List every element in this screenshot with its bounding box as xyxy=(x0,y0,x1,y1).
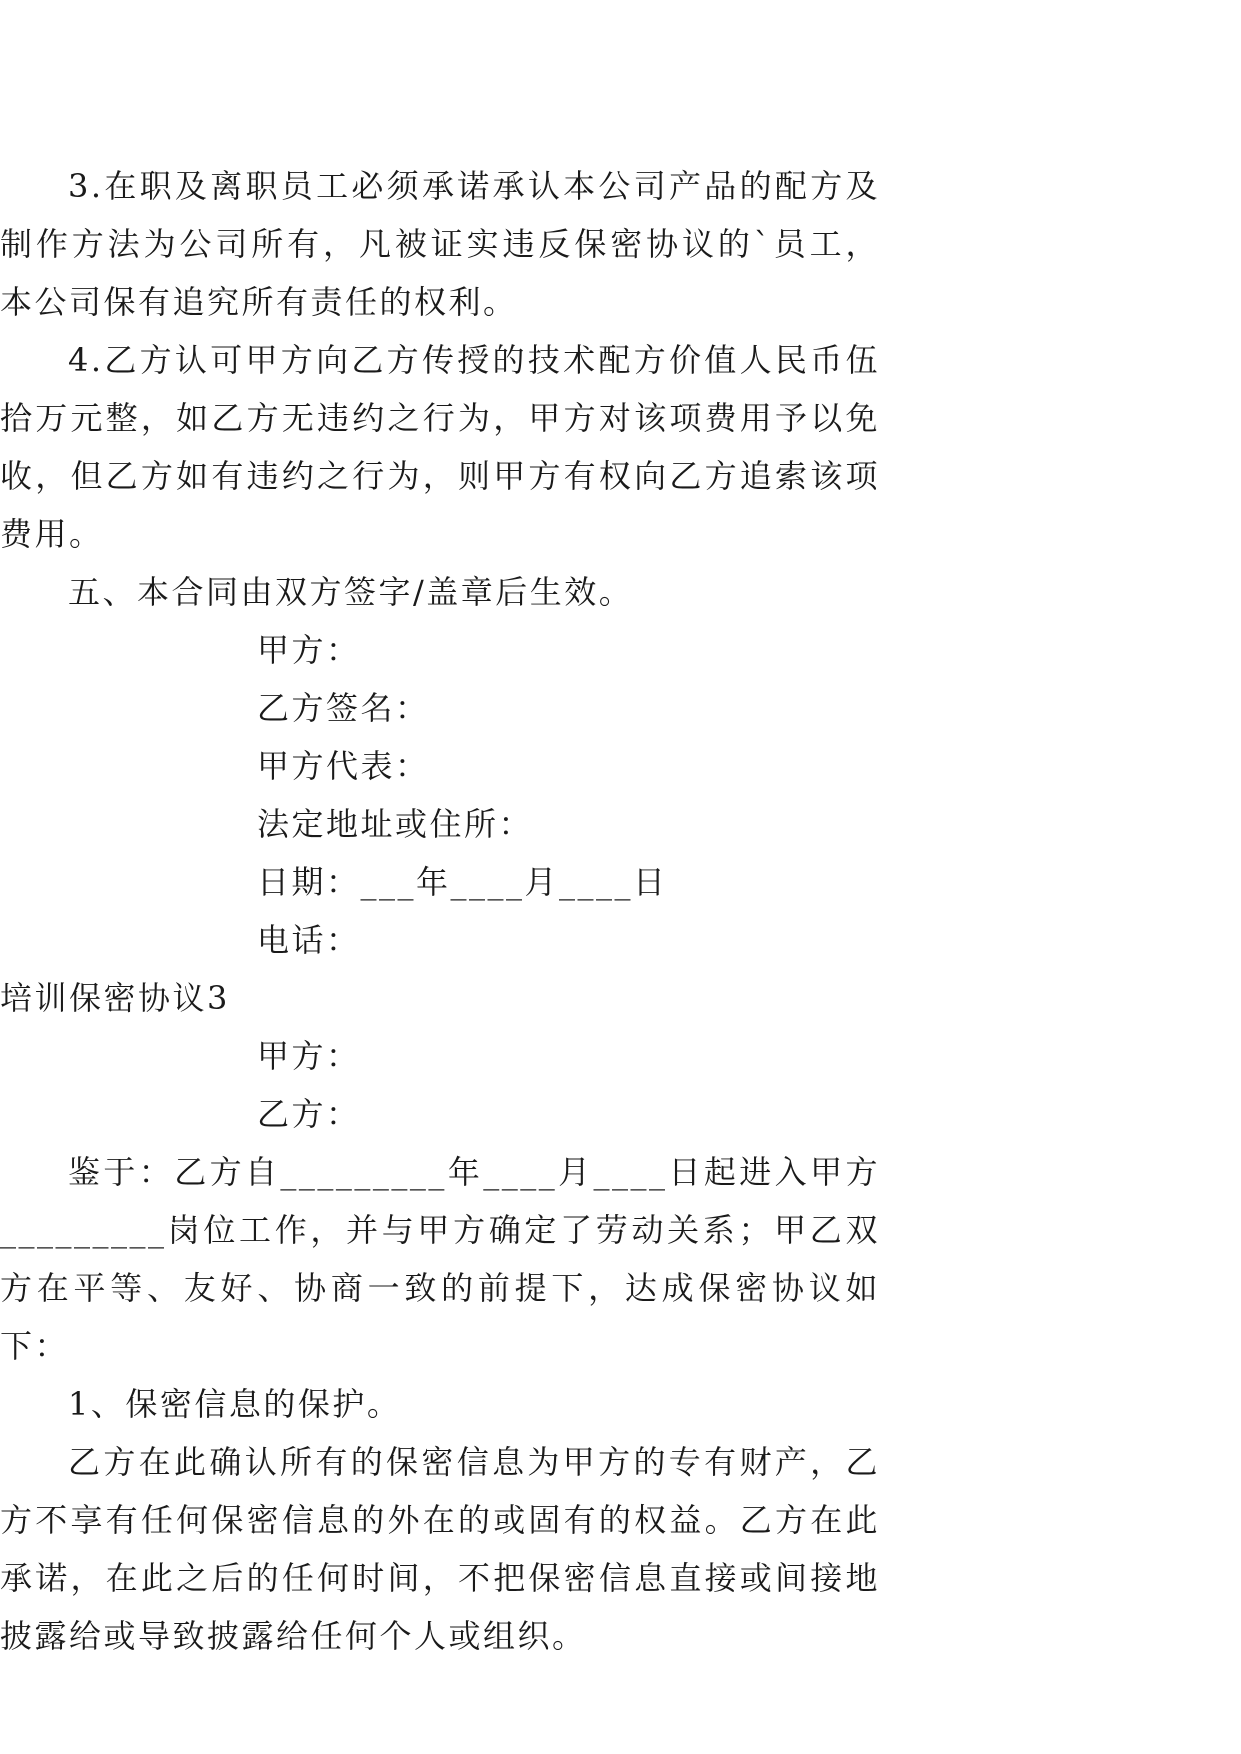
signature-party-a-representative: 甲方代表： xyxy=(257,747,430,785)
signature-phone: 电话： xyxy=(257,921,361,959)
signature-party-b: 乙方签名： xyxy=(257,689,430,727)
signature-address: 法定地址或住所： xyxy=(257,805,534,843)
agreement-3-item-1-heading: 1、保密信息的保护。 xyxy=(68,1385,402,1423)
agreement-3-title: 培训保密协议3 xyxy=(0,979,230,1017)
agreement-3-whereas-paragraph: 鉴于：乙方自_________年____月____日起进入甲方_________岗位工作，并与甲方确定了劳动关系；甲乙双方在平等、友好、协商一致的前提下，达成保密协议如下： xyxy=(0,1153,880,1365)
clause-3-paragraph: 3.在职及离职员工必须承诺承认本公司产品的配方及制作方法为公司所有，凡被证实违反保密协议的`员工，本公司保有追究所有责任的权利。 xyxy=(0,167,880,321)
agreement-3-party-b: 乙方： xyxy=(257,1095,361,1133)
agreement-3-item-1-body: 乙方在此确认所有的保密信息为甲方的专有财产，乙方不享有任何保密信息的外在的或固有的权益。乙方在此承诺，在此之后的任何时间，不把保密信息直接或间接地披露给或导致披露给任何个人或组织。 xyxy=(0,1443,880,1655)
signature-date: 日期：___年____月____日 xyxy=(257,863,668,901)
clause-4-paragraph: 4.乙方认可甲方向乙方传授的技术配方价值人民币伍拾万元整，如乙方无违约之行为，甲方对该项费用予以免收，但乙方如有违约之行为，则甲方有权向乙方追索该项费用。 xyxy=(0,341,880,553)
agreement-3-party-a: 甲方： xyxy=(257,1037,361,1075)
signature-party-a: 甲方： xyxy=(257,631,361,669)
clause-five-paragraph: 五、本合同由双方签字/盖章后生效。 xyxy=(68,573,634,611)
